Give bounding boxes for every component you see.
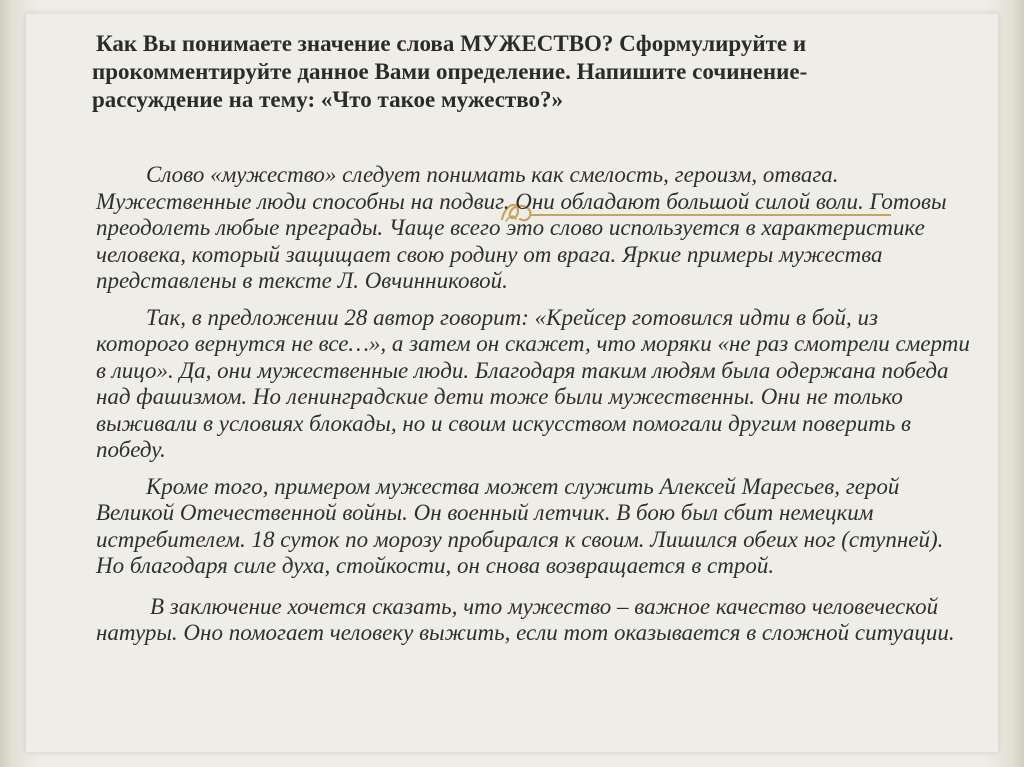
essay-paragraph-4: В заключение хочется сказать, что мужество – важное качество человеческой натуры. Оно помогает человеку выжить, если тот оказывается в сложной ситуации. (96, 593, 955, 645)
essay-body (96, 162, 976, 653)
title-line-2: прокомментируйте данное Вами определение. Напишите сочинение- (92, 59, 808, 84)
essay-paragraph-3: Кроме того, примером мужества может служить Алексей Маресьев, герой Великой Отечественной войны. Он военный летчик. В бою был сбит немецким истребителем. 18 суток по морозу пробирался к своим. Лишился обеих ног (ступней). Но благодаря силе духа, стойкости, он снова возвращается в строй. (96, 473, 944, 578)
essay-paragraph-2: Так, в предложении 28 автор говорит: «Крейсер готовился идти в бой, из которого вернутся не все…», а затем он скажет, что моряки «не раз смотрели смерти в лицо». Да, они мужественные люди. Благодаря таким людям была одержана победа над фашизмом. Но ленинградские дети тоже были мужественны. Они не только выживали в условиях блокады, но и своим искусством помогали другим поверить в победу. (96, 304, 970, 462)
title-line-3: рассуждение на тему: «Что такое мужество?» (92, 87, 563, 112)
slide (26, 14, 998, 752)
title-line-1: Как Вы понимаете значение слова МУЖЕСТВО? Сформулируйте и (96, 31, 807, 56)
assignment-title (92, 30, 952, 114)
essay-paragraph-1: Слово «мужество» следует понимать как смелость, героизм, отвага. Мужественные люди способны на подвиг. Они обладают большой силой воли. Готовы преодолеть любые преграды. Чаще всего это слово используется в характеристике человека, который защищает свою родину от врага. Яркие примеры мужества представлены в тексте Л. Овчинниковой. (96, 162, 947, 293)
